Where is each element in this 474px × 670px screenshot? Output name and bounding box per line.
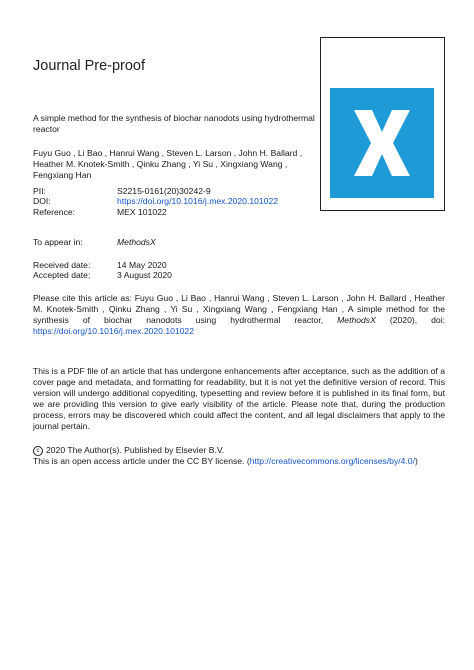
copyright-block — [33, 445, 445, 467]
copyright-text: 2020 The Author(s). Published by Elsevier B.V. — [46, 445, 225, 455]
received-row — [33, 260, 172, 270]
cover-blue-panel — [330, 88, 434, 198]
citation-paragraph — [33, 293, 445, 337]
pii-row — [33, 186, 278, 196]
journal-status-header: Journal Pre-proof — [33, 58, 146, 74]
article-dates — [33, 260, 172, 281]
journal-cover-thumbnail — [320, 37, 445, 211]
to-appear-label: To appear in: — [33, 237, 83, 247]
citation-year: (2020), doi: — [375, 315, 445, 325]
reference-row — [33, 207, 278, 217]
license-link[interactable]: http://creativecommons.org/licenses/by/4.0/ — [249, 456, 415, 466]
license-suffix: ) — [414, 456, 418, 466]
preproof-notice-paragraph: This is a PDF file of an article that has undergone enhancements after acceptance, such as the addition of a cover page and metadata, and formatting for readability, but it is not yet the definitive version of record. This version will undergo additional copyediting, typesetting and review before it is published in its final form, but we are providing this version to give early visibility of the article. Please note that, during the production process, errors may be discovered which could affect the content, and all legal disclaimers that apply to the journal pertain. — [33, 366, 445, 431]
license-prefix: This is an open access article under the CC BY license. ( — [33, 456, 250, 466]
citation-text: Please cite this article as: Fuyu Guo , Li Bao , Hanrui Wang , Steven L. Larson , John H. Ballard , Heather M. Knotek-Smith , Qinku Zhang , Yi Su , Xingxiang Wang , Fengxiang Han , A simple method for the synthesis of biochar nanodots using hydrothermal reactor, — [33, 293, 445, 325]
license-line — [33, 456, 445, 467]
doi-label: DOI: — [33, 196, 51, 207]
received-value: 14 May 2020 — [117, 260, 167, 270]
accepted-value: 3 August 2020 — [117, 270, 172, 281]
article-title: A simple method for the synthesis of biochar nanodots using hydrothermal reactor — [33, 113, 315, 134]
pii-label: PII: — [33, 186, 46, 196]
article-authors: Fuyu Guo , Li Bao , Hanrui Wang , Steven L. Larson , John H. Ballard , Heather M. Knotek-Smith , Qinku Zhang , Yi Su , Xingxiang Wang , Fengxiang Han — [33, 148, 303, 180]
methodsx-x-logo-icon — [330, 88, 434, 198]
doi-row — [33, 196, 278, 206]
reference-label: Reference: — [33, 206, 76, 217]
citation-doi-link[interactable]: https://doi.org/10.1016/j.mex.2020.101022 — [33, 326, 195, 336]
to-appear-journal: MethodsX — [117, 237, 156, 247]
accepted-label: Accepted date: — [33, 270, 91, 281]
reference-value: MEX 101022 — [117, 206, 167, 217]
received-label: Received date: — [33, 260, 91, 270]
article-metadata — [33, 186, 278, 217]
to-appear-in-row — [33, 237, 156, 247]
pii-value: S2215-0161(20)30242-9 — [117, 186, 211, 196]
copyright-circle-icon: c — [33, 446, 43, 456]
accepted-row — [33, 270, 172, 280]
doi-link[interactable]: https://doi.org/10.1016/j.mex.2020.101022 — [117, 196, 279, 207]
copyright-line — [33, 445, 445, 456]
citation-journal: MethodsX — [337, 315, 376, 325]
